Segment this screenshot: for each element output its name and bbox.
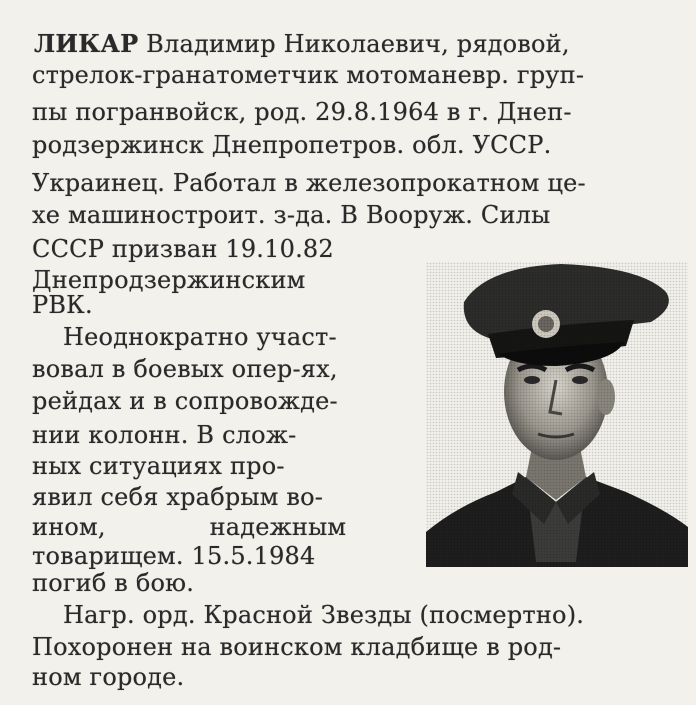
entry-line-19: Нагр. орд. Красной Звезды (посмертно). <box>63 601 585 629</box>
entry-line-6: хе машиностроит. з-да. В Вооруж. Силы <box>32 201 551 229</box>
entry-text: Владимир Николаевич, рядовой, <box>146 30 570 58</box>
entry-line-13: нии колонн. В слож- <box>32 421 297 449</box>
entry-line-1 <box>34 29 666 59</box>
entry-line-20: Похоронен на воинском кладбище в род- <box>32 633 562 661</box>
entry-line-7: СССР призван 19.10.82 <box>32 235 334 263</box>
entry-line-8: Днепродзержинским <box>32 266 306 294</box>
entry-line-17: товарищем. 15.5.1984 <box>32 542 316 570</box>
entry-line-21: ном городе. <box>32 663 185 691</box>
entry-line-11: вовал в боевых опер-ях, <box>32 355 338 383</box>
entry-line-14: ных ситуациях про- <box>32 452 285 480</box>
entry-line-9: РВК. <box>32 291 93 319</box>
entry-line-15: явил себя храбрым во- <box>32 483 324 511</box>
entry-line-4: родзержинск Днепропетров. обл. УССР. <box>32 131 552 159</box>
entry-line-5: Украинец. Работал в железопрокатном це- <box>32 169 586 197</box>
portrait-photo <box>426 262 688 567</box>
entry-line-3: пы погранвойск, род. 29.8.1964 в г. Днеп- <box>32 98 572 126</box>
entry-line-2: стрелок-гранатометчик мотоманевр. груп- <box>32 61 585 89</box>
entry-line-10: Неоднократно участ- <box>63 323 337 351</box>
surname: ЛИКАР <box>34 29 139 58</box>
entry-line-16: ином, надежным <box>32 513 347 541</box>
portrait-icon <box>426 262 688 567</box>
entry-line-18: погиб в бою. <box>32 569 195 597</box>
entry-line-12: рейдах и в сопровожде- <box>32 387 338 415</box>
